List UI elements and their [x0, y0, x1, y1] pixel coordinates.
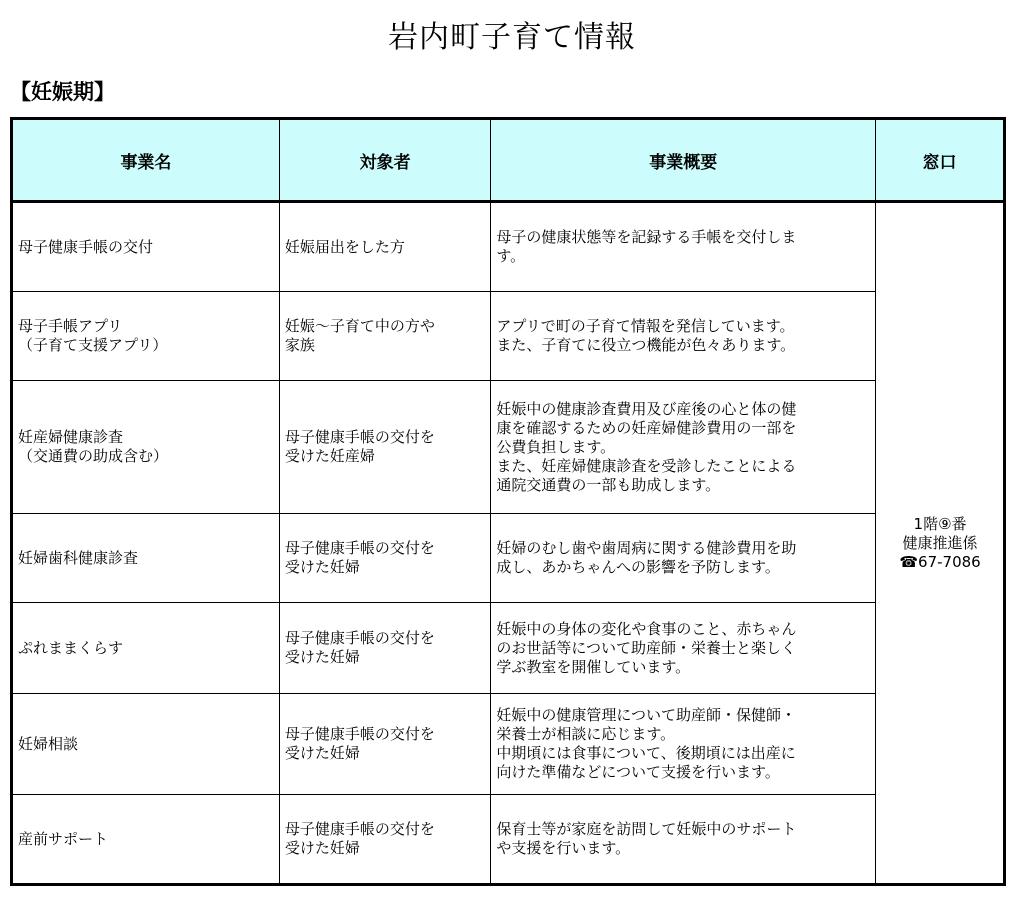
- summary-text: す。: [496, 247, 526, 265]
- summary-text: 妊娠中の健康管理について助産師・保健師・: [496, 706, 797, 724]
- service-name: 産前サポート: [18, 829, 109, 848]
- table-row: [12, 514, 1005, 603]
- summary-text: 成し、あかちゃんへの影響を予防します。: [496, 558, 780, 576]
- target-text: 母子健康手帳の交付を: [284, 629, 435, 647]
- summary-text: 公費負担します。: [496, 437, 616, 456]
- target-cell: [279, 694, 490, 795]
- service-name: （交通費の助成含む）: [18, 447, 169, 465]
- summary-cell: [491, 694, 876, 795]
- target-cell: [279, 514, 490, 603]
- summary-text: 学ぶ教室を開催しています。: [496, 657, 691, 676]
- service-name-cell: [12, 603, 280, 694]
- summary-text: 妊娠中の健康診査費用及び産後の心と体の健: [496, 399, 797, 418]
- header-target: 対象者: [279, 119, 490, 202]
- service-name: （子育て支援アプリ）: [18, 336, 168, 354]
- target-cell: [279, 292, 490, 381]
- service-name: 妊婦歯科健康診査: [18, 548, 139, 567]
- service-name: 母子健康手帳の交付: [18, 237, 154, 256]
- service-name-cell: [12, 381, 280, 514]
- window-floor: 1階⑨番: [913, 514, 967, 533]
- window-department: 健康推進係: [902, 533, 978, 552]
- service-name: 妊婦相談: [18, 734, 79, 753]
- summary-text: また、妊産婦健康診査を受診したことによる: [496, 456, 797, 475]
- service-name-cell: [12, 202, 280, 292]
- target-text: 受けた妊婦: [284, 648, 360, 666]
- service-name-cell: [12, 292, 280, 381]
- summary-text: アプリで町の子育て情報を発信しています。: [496, 317, 795, 335]
- target-text: 受けた妊婦: [284, 558, 360, 576]
- summary-cell: [491, 292, 876, 381]
- summary-cell: [491, 202, 876, 292]
- target-text: 受けた妊婦: [284, 744, 360, 762]
- header-name: 事業名: [12, 119, 280, 202]
- table-row: [12, 795, 1005, 885]
- target-text: 受けた妊婦: [284, 839, 360, 857]
- service-name-cell: [12, 795, 280, 885]
- table-row: [12, 603, 1005, 694]
- target-text: 受けた妊産婦: [284, 447, 375, 465]
- summary-text: 妊婦のむし歯や歯周病に関する健診費用を助: [496, 539, 797, 557]
- target-cell: [279, 603, 490, 694]
- service-name-cell: [12, 694, 280, 795]
- header-window: 窓口: [876, 119, 1005, 202]
- target-text: 家族: [284, 336, 315, 354]
- summary-cell: [491, 603, 876, 694]
- table-row: [12, 381, 1005, 514]
- summary-text: や支援を行います。: [496, 839, 631, 857]
- service-name-cell: [12, 514, 280, 603]
- table-row: [12, 694, 1005, 795]
- summary-text: 妊娠中の身体の変化や食事のこと、赤ちゃん: [496, 619, 797, 638]
- service-name: 母子手帳アプリ: [18, 317, 123, 335]
- page-title: 岩内町子育て情報: [388, 20, 636, 55]
- target-text: 母子健康手帳の交付を: [284, 428, 435, 446]
- target-text: 母子健康手帳の交付を: [284, 820, 435, 838]
- summary-text: 向けた準備などについて支援を行います。: [496, 763, 780, 781]
- summary-text: のお世話等について助産師・栄養士と楽しく: [496, 638, 797, 657]
- target-text: 妊娠～子育て中の方や: [284, 317, 435, 335]
- summary-text: 母子の健康状態等を記録する手帳を交付しま: [496, 228, 797, 246]
- summary-text: 保育士等が家庭を訪問して妊娠中のサポート: [496, 820, 797, 838]
- table-row: [12, 202, 1005, 292]
- target-text: 妊娠届出をした方: [284, 237, 405, 256]
- summary-text: 中期頃には食事について、後期頃には出産に: [496, 744, 796, 762]
- summary-text: 通院交通費の一部も助成します。: [496, 475, 721, 494]
- contact-window-cell: [876, 202, 1005, 885]
- section-heading: 【妊娠期】: [10, 80, 115, 104]
- summary-text: 康を確認するための妊産婦健診費用の一部を: [496, 418, 797, 437]
- service-name: ぷれままくらす: [18, 638, 124, 657]
- summary-cell: [491, 795, 876, 885]
- target-cell: [279, 381, 490, 514]
- header-summary: 事業概要: [491, 119, 876, 202]
- target-cell: [279, 795, 490, 885]
- summary-text: また、子育てに役立つ機能が色々あります。: [496, 336, 796, 354]
- table-row: [12, 292, 1005, 381]
- target-text: 母子健康手帳の交付を: [284, 725, 435, 743]
- table-header-row: [12, 119, 1005, 202]
- target-cell: [279, 202, 490, 292]
- summary-text: 栄養士が相談に応じます。: [496, 725, 676, 743]
- summary-cell: [491, 381, 876, 514]
- target-text: 母子健康手帳の交付を: [284, 539, 435, 557]
- service-name: 妊産婦健康診査: [18, 428, 124, 446]
- summary-cell: [491, 514, 876, 603]
- services-table: [10, 117, 1006, 886]
- window-phone: ☎67-7086: [899, 552, 981, 571]
